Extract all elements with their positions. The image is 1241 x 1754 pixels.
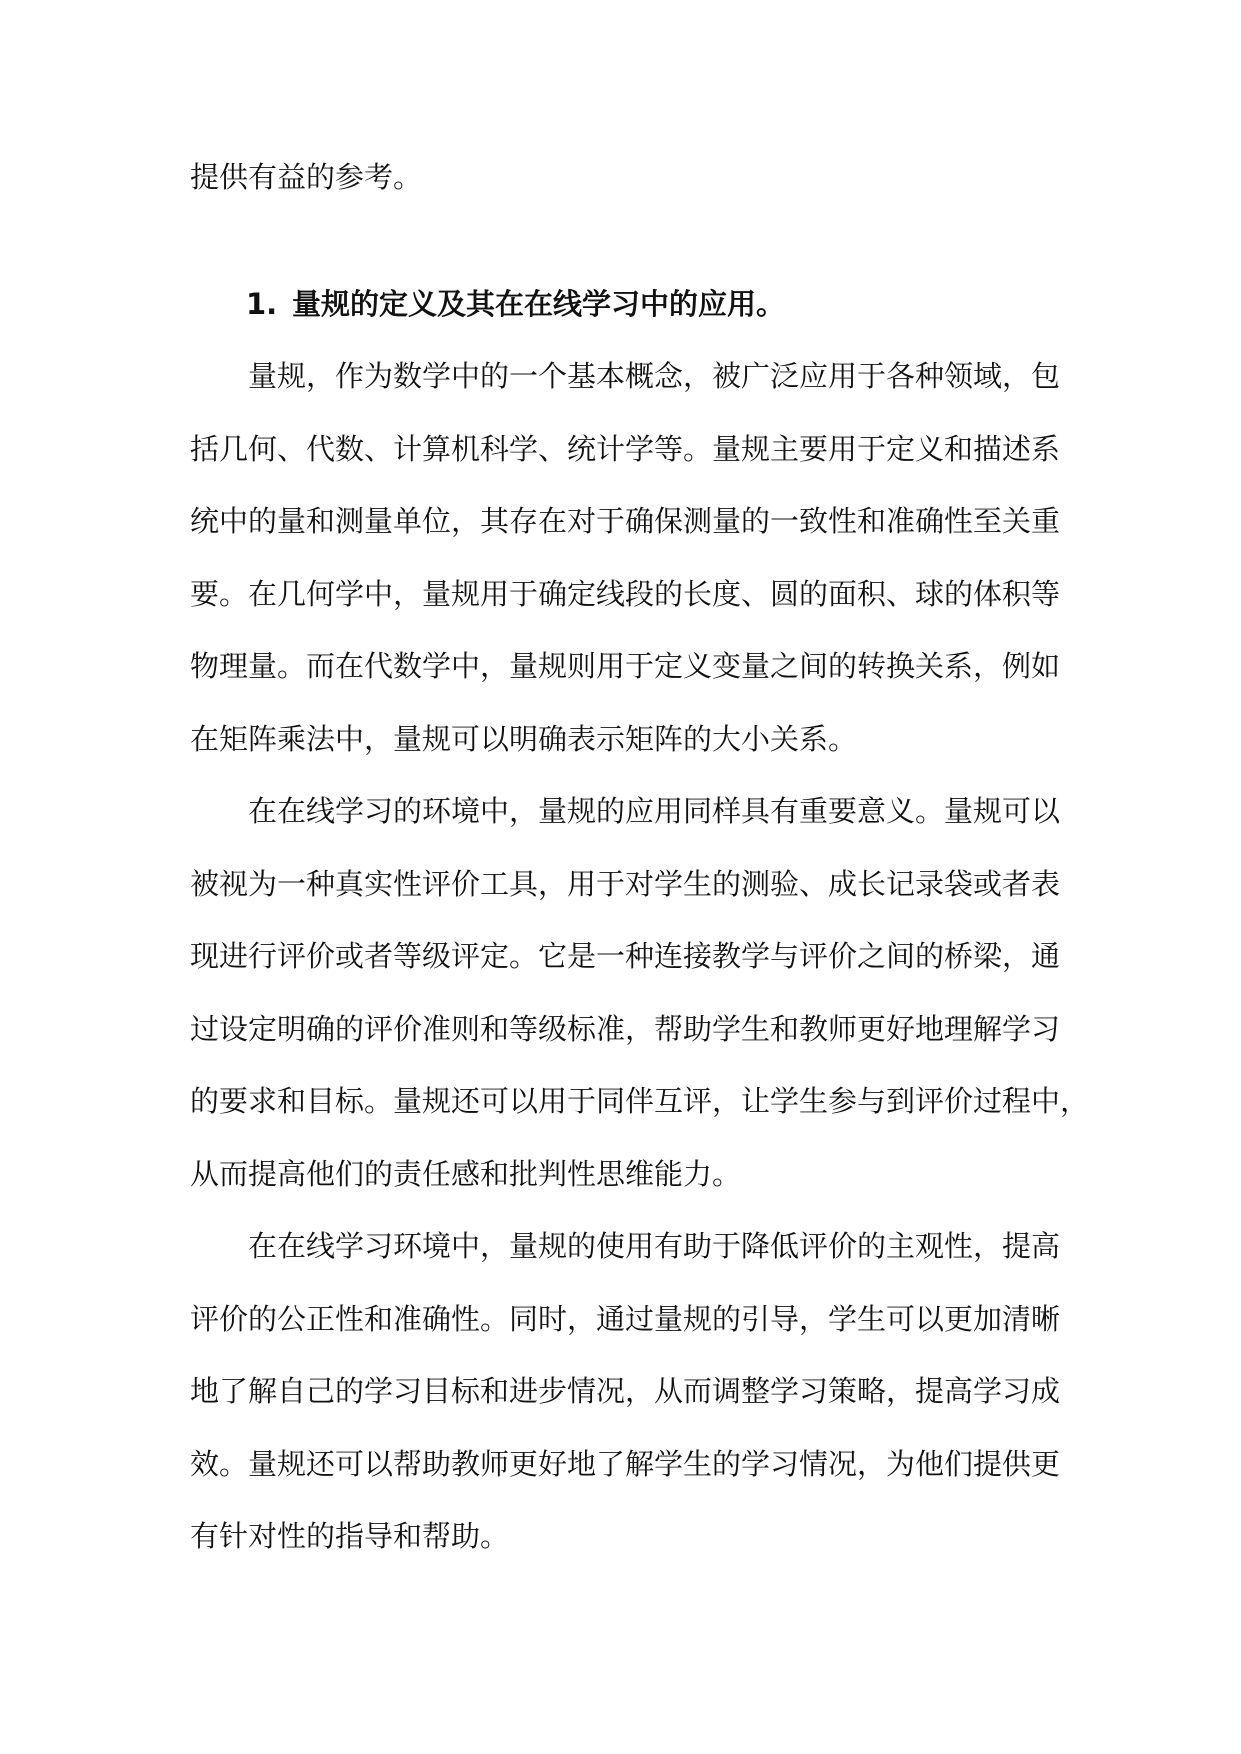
paragraph-line: 效。量规还可以帮助教师更好地了解学生的学习情况，为他们提供更	[190, 1446, 1061, 1481]
paragraph-line: 有针对性的指导和帮助。	[190, 1519, 510, 1553]
paragraph-line: 过设定明确的评价准则和等级标准，帮助学生和教师更好地理解学习	[190, 1011, 1061, 1046]
intro-tail-line: 提供有益的参考。	[190, 160, 423, 194]
paragraph-line: 从而提高他们的责任感和批判性思维能力。	[190, 1156, 742, 1191]
paragraph-1	[190, 340, 1061, 775]
paragraph-line: 地了解自己的学习目标和进步情况，从而调整学习策略，提高学习成	[190, 1374, 1061, 1408]
paragraph-line: 物理量。而在代数学中，量规则用于定义变量之间的转换关系，例如	[190, 649, 1061, 683]
paragraph-line: 统中的量和测量单位，其存在对于确保测量的一致性和准确性至关重	[190, 504, 1061, 538]
paragraph-line: 在在线学习的环境中，量规的应用同样具有重要意义。量规可以	[248, 794, 1061, 828]
document-body	[190, 141, 1090, 1573]
paragraph-3	[190, 1210, 1061, 1573]
paragraph-line: 被视为一种真实性评价工具，用于对学生的测验、成长记录袋或者表	[190, 866, 1061, 901]
section-spacer	[190, 214, 1054, 268]
paragraph-line: 评价的公正性和准确性。同时，通过量规的引导，学生可以更加清晰	[190, 1301, 1061, 1336]
section-heading	[190, 268, 1054, 341]
paragraph-line: 括几何、代数、计算机科学、统计学等。量规主要用于定义和描述系	[190, 431, 1061, 466]
paragraph-line: 要。在几何学中，量规用于确定线段的长度、圆的面积、球的体积等	[190, 576, 1061, 611]
paragraph-line: 现进行评价或者等级评定。它是一种连接教学与评价之间的桥梁，通	[190, 939, 1061, 973]
paragraph-line: 在矩阵乘法中，量规可以明确表示矩阵的大小关系。	[190, 721, 858, 756]
paragraph-line: 量规，作为数学中的一个基本概念，被广泛应用于各种领域，包	[248, 359, 1061, 393]
section-number: 1.	[246, 286, 278, 321]
paragraph-line: 的要求和目标。量规还可以用于同伴互评，让学生参与到评价过程中，	[190, 1084, 1090, 1118]
section-title: 量规的定义及其在在线学习中的应用。	[292, 286, 786, 321]
paragraph-2	[190, 775, 1090, 1210]
paragraph-line: 在在线学习环境中，量规的使用有助于降低评价的主观性，提高	[248, 1229, 1061, 1263]
